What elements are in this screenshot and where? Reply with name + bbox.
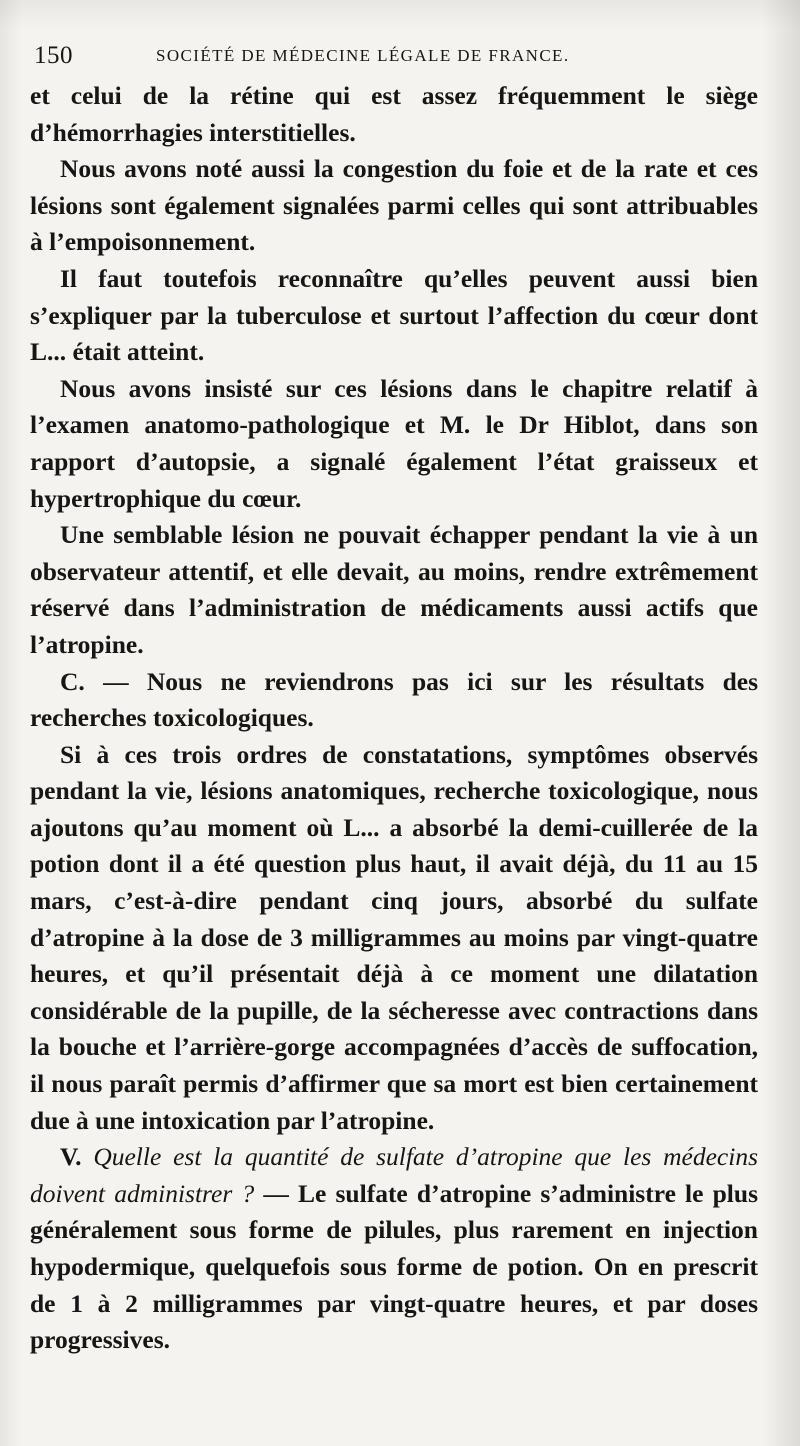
page-header: [34, 38, 754, 74]
body-text: [30, 78, 758, 1359]
paragraph-congestion: Nous avons noté aussi la congestion du foie et de la rate et ces lésions sont également signalées parmi celles qui sont attribuables à l’empoisonnement.: [30, 154, 758, 257]
paragraph-continuation: et celui de la rétine qui est assez fréquemment le siège d’hémorrhagies interstitielles.: [30, 81, 758, 147]
section-v-question: Quelle est la quantité de sulfate d’atropine que les médecins doivent administrer ?: [30, 1142, 759, 1208]
page-number: 150: [34, 42, 73, 69]
section-v-text: — Le sulfate d’atropine s’administre le plus généralement sous forme de pilules, plus rarement en injection hypodermique, quelquefois sous forme de potion. On en prescrit de 1 à 2 milligrammes par vingt-quatre heures, et par doses progressives.: [30, 1178, 758, 1355]
paragraph-section-v: [30, 1139, 758, 1359]
paragraph-tuberculose: Il faut toutefois reconnaître qu’elles peuvent aussi bien s’expliquer par la tuberculose et surtout l’affection du cœur dont L... était atteint.: [30, 263, 758, 367]
paragraph-observateur: Une semblable lésion ne pouvait échapper pendant la vie à un observateur attentif, et elle devait, au moins, rendre extrêmement réservé dans l’administration de médicaments aussi actifs que l’atropine.: [30, 520, 758, 659]
paragraph-lesions: Nous avons insisté sur ces lésions dans le chapitre relatif à l’examen anatomo-pathologique et M. le Dr Hiblot, dans son rapport d’autopsie, a signalé également l’état graisseux et hypertrophique du cœur.: [30, 373, 758, 513]
paragraph-conclusion: Si à ces trois ordres de constatations, symptômes observés pendant la vie, lésions anatomiques, recherche toxicologique, nous ajoutons qu’au moment où L... a absorbé la demi-cuillerée de la potion dont il a été question plus haut, il avait déjà, du 11 au 15 mars, c’est-à-dire pendant cinq jours, absorbé du sulfate d’atropine à la dose de 3 milligrammes au moins par vingt-quatre heures, et qu’il présentait déjà à ce moment une dilatation considérable de la pupille, de la sécheresse avec contractions dans la bouche et l’arrière-gorge accompagnées d’accès de suffocation, il nous paraît permis d’affirmer que sa mort est bien certainement due à une intoxication par l’atropine.: [30, 739, 758, 1135]
running-title: SOCIÉTÉ DE MÉDECINE LÉGALE DE FRANCE.: [156, 46, 570, 65]
section-v-label: V.: [60, 1142, 82, 1172]
paragraph-section-c: C. — Nous ne reviendrons pas ici sur les résultats des recherches toxicologiques.: [30, 666, 758, 733]
